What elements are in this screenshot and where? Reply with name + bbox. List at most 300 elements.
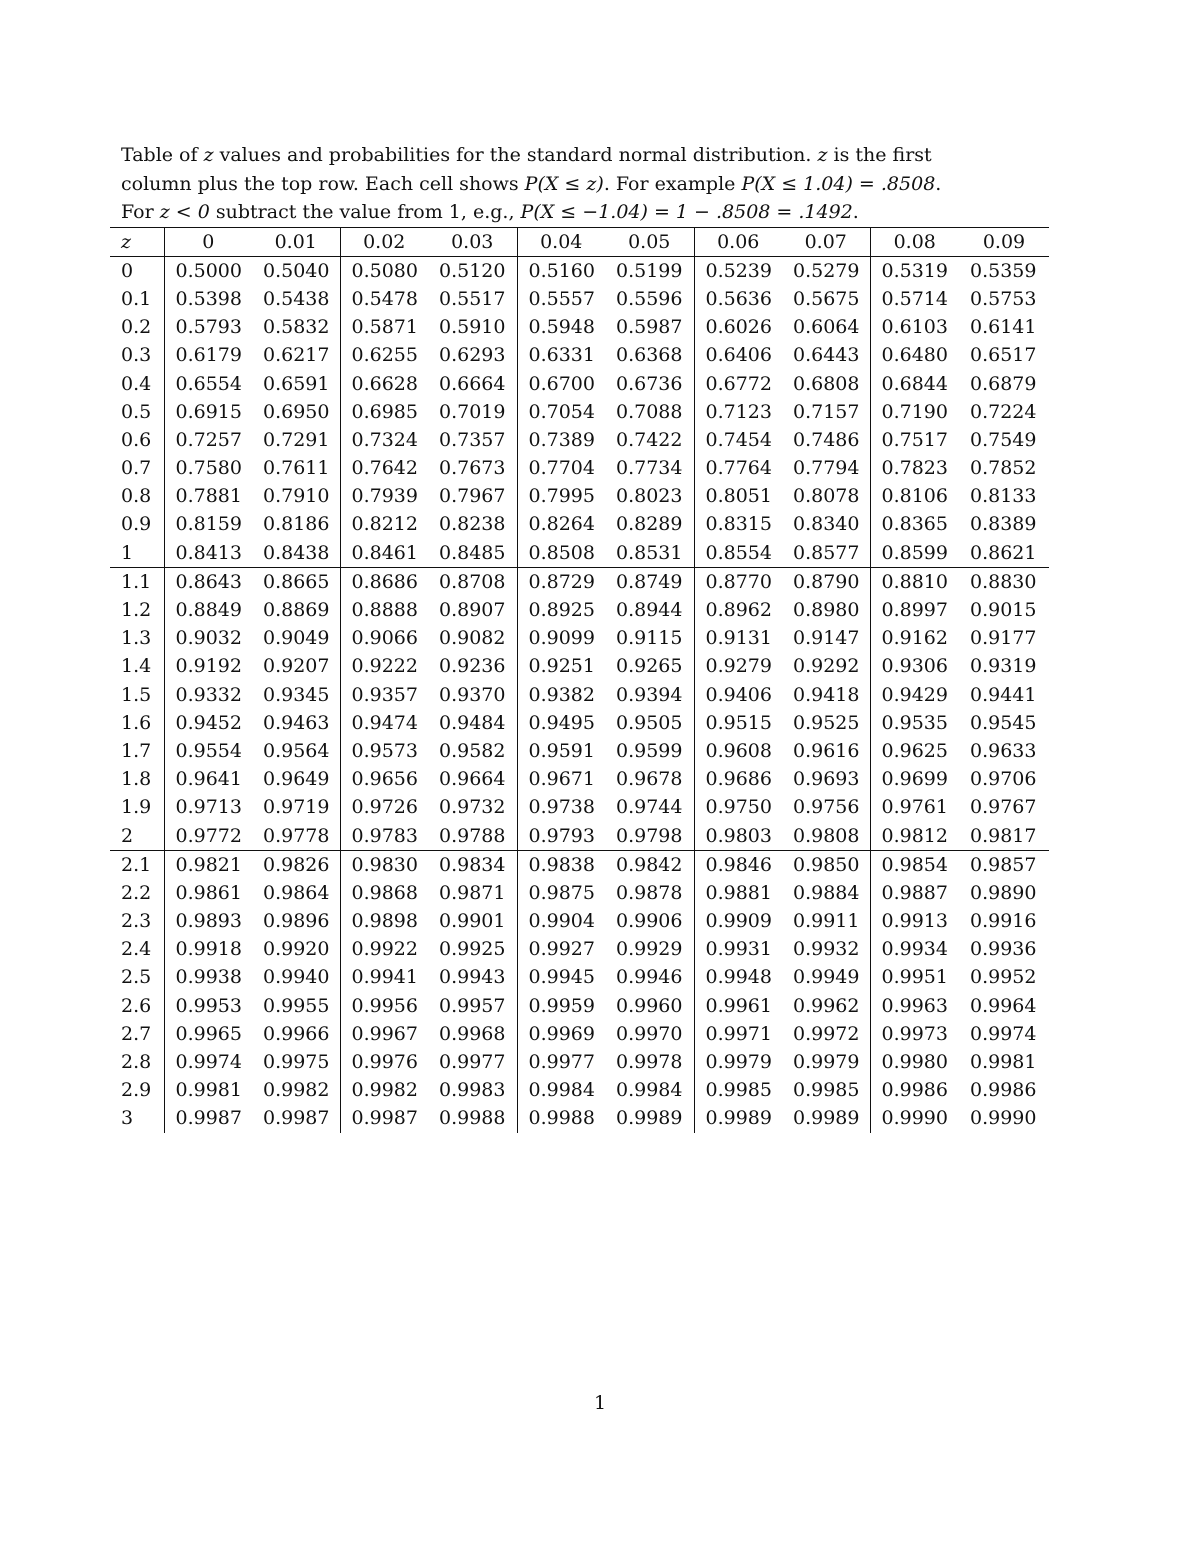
caption-row — [110, 141, 1049, 227]
probability-cell: 0.7486 — [782, 426, 870, 454]
probability-cell: 0.8508 — [528, 541, 595, 564]
probability-cell: 0.9916 — [970, 910, 1037, 933]
probability-cell: 0.9975 — [252, 1048, 340, 1076]
probability-cell: 0.9987 — [252, 1104, 340, 1132]
probability-cell: 0.9177 — [970, 627, 1037, 650]
header-row — [110, 227, 1049, 256]
z-value: 0.4 — [110, 369, 164, 397]
table-row — [110, 963, 1049, 991]
probability-cell: 0.9616 — [782, 737, 870, 765]
probability-cell: 0.9015 — [970, 599, 1037, 622]
probability-cell: 0.7389 — [528, 428, 595, 451]
table-row — [110, 821, 1049, 850]
table-row — [110, 510, 1049, 538]
probability-cell: 0.5871 — [351, 316, 418, 339]
table-caption: Table of z values and probabilities for the standard normal distribution. z is the first column plus the top row. Each cell shows P(X ≤ z). For example P(X ≤ 1.04) = .8508. For z < 0 subtract the value from 1, e.g., P(X ≤ −1.04) = 1 − .8508 = .1492. — [110, 141, 1049, 227]
z-value: 2.5 — [110, 963, 164, 991]
probability-cell: 0.9495 — [528, 711, 595, 734]
probability-cell: 0.9357 — [351, 683, 418, 706]
probability-cell: 0.6950 — [252, 398, 340, 426]
probability-cell: 0.9641 — [175, 768, 242, 791]
probability-cell: 0.9884 — [782, 879, 870, 907]
probability-cell: 0.9922 — [351, 938, 418, 961]
probability-cell: 0.9279 — [705, 655, 772, 678]
probability-cell: 0.9345 — [252, 681, 340, 709]
table-row — [110, 992, 1049, 1020]
header-cell: 0.06 — [694, 227, 782, 256]
probability-cell: 0.8599 — [881, 541, 948, 564]
probability-cell: 0.9949 — [782, 963, 870, 991]
probability-cell: 0.9952 — [970, 966, 1037, 989]
probability-cell: 0.5319 — [881, 259, 948, 282]
probability-cell: 0.7517 — [881, 428, 948, 451]
probability-cell: 0.9881 — [705, 881, 772, 904]
table-row — [110, 793, 1049, 821]
probability-cell: 0.9573 — [351, 739, 418, 762]
probability-cell: 0.9967 — [351, 1022, 418, 1045]
z-value: 1.7 — [110, 737, 164, 765]
probability-cell: 0.8078 — [782, 482, 870, 510]
probability-cell: 0.9969 — [528, 1022, 595, 1045]
probability-cell: 0.9965 — [175, 1022, 242, 1045]
probability-cell: 0.9808 — [782, 821, 870, 850]
probability-cell: 0.9678 — [605, 765, 694, 793]
probability-cell: 0.9920 — [252, 935, 340, 963]
probability-cell: 0.9977 — [428, 1048, 517, 1076]
probability-cell: 0.9988 — [428, 1104, 517, 1132]
page-number: 1 — [593, 1392, 607, 1414]
probability-cell: 0.9474 — [351, 711, 418, 734]
probability-cell: 0.5199 — [605, 256, 694, 285]
header-cell: 0.03 — [428, 227, 517, 256]
table-row — [110, 313, 1049, 341]
probability-cell: 0.9985 — [782, 1076, 870, 1104]
probability-cell: 0.9826 — [252, 850, 340, 879]
probability-cell: 0.9564 — [252, 737, 340, 765]
probability-cell: 0.5753 — [970, 287, 1037, 310]
table-row — [110, 737, 1049, 765]
probability-cell: 0.5040 — [252, 256, 340, 285]
probability-cell: 0.9989 — [705, 1107, 772, 1130]
probability-cell: 0.7967 — [428, 482, 517, 510]
probability-cell: 0.9793 — [528, 824, 595, 847]
probability-cell: 0.8962 — [705, 599, 772, 622]
probability-cell: 0.9292 — [782, 652, 870, 680]
probability-cell: 0.9726 — [351, 796, 418, 819]
probability-cell: 0.8531 — [605, 539, 694, 568]
probability-cell: 0.9861 — [175, 881, 242, 904]
probability-cell: 0.9463 — [252, 709, 340, 737]
probability-cell: 0.7224 — [970, 400, 1037, 423]
probability-cell: 0.9936 — [970, 938, 1037, 961]
probability-cell: 0.5080 — [351, 259, 418, 282]
probability-cell: 0.9783 — [351, 824, 418, 847]
probability-cell: 0.6103 — [881, 316, 948, 339]
probability-cell: 0.5987 — [605, 313, 694, 341]
probability-cell: 0.9664 — [428, 765, 517, 793]
probability-cell: 0.9911 — [782, 907, 870, 935]
probability-cell: 0.8289 — [605, 510, 694, 538]
probability-cell: 0.9986 — [970, 1079, 1037, 1102]
probability-cell: 0.9938 — [175, 966, 242, 989]
probability-cell: 0.9988 — [528, 1107, 595, 1130]
probability-cell: 0.9850 — [782, 850, 870, 879]
probability-cell: 0.6293 — [428, 341, 517, 369]
probability-cell: 0.9554 — [175, 739, 242, 762]
probability-cell: 0.9332 — [175, 683, 242, 706]
probability-cell: 0.9925 — [428, 935, 517, 963]
probability-cell: 0.7454 — [705, 428, 772, 451]
probability-cell: 0.8315 — [705, 513, 772, 536]
probability-cell: 0.9932 — [782, 935, 870, 963]
probability-cell: 0.6664 — [428, 369, 517, 397]
probability-cell: 0.9625 — [881, 739, 948, 762]
probability-cell: 0.9955 — [252, 992, 340, 1020]
probability-cell: 0.9699 — [881, 768, 948, 791]
probability-cell: 0.8665 — [252, 567, 340, 596]
z-value: 1.4 — [110, 652, 164, 680]
probability-cell: 0.6517 — [970, 344, 1037, 367]
z-value: 0.1 — [110, 285, 164, 313]
probability-cell: 0.7823 — [881, 457, 948, 480]
probability-cell: 0.9875 — [528, 881, 595, 904]
probability-cell: 0.8485 — [428, 539, 517, 568]
probability-cell: 0.9713 — [175, 796, 242, 819]
probability-cell: 0.6879 — [970, 372, 1037, 395]
probability-cell: 0.6915 — [175, 400, 242, 423]
probability-cell: 0.9265 — [605, 652, 694, 680]
probability-cell: 0.7611 — [252, 454, 340, 482]
header-cell: 0.08 — [870, 227, 959, 256]
probability-cell: 0.7123 — [705, 400, 772, 423]
table-row — [110, 398, 1049, 426]
probability-cell: 0.8621 — [970, 541, 1037, 564]
probability-cell: 0.9082 — [428, 624, 517, 652]
probability-cell: 0.9370 — [428, 681, 517, 709]
table-row — [110, 879, 1049, 907]
probability-cell: 0.9893 — [175, 910, 242, 933]
table-row — [110, 341, 1049, 369]
probability-cell: 0.6255 — [351, 344, 418, 367]
probability-cell: 0.9812 — [881, 824, 948, 847]
table-row — [110, 1048, 1049, 1076]
probability-cell: 0.9147 — [782, 624, 870, 652]
probability-cell: 0.9803 — [705, 824, 772, 847]
probability-cell: 0.5478 — [351, 287, 418, 310]
header-cell: 0.05 — [605, 227, 694, 256]
probability-cell: 0.9972 — [782, 1020, 870, 1048]
probability-cell: 0.8830 — [959, 567, 1049, 596]
z-value: 0.5 — [110, 398, 164, 426]
probability-cell: 0.8438 — [252, 539, 340, 568]
probability-cell: 0.9989 — [605, 1104, 694, 1132]
probability-cell: 0.6026 — [705, 316, 772, 339]
probability-cell: 0.6331 — [528, 344, 595, 367]
probability-cell: 0.5160 — [528, 259, 595, 282]
probability-cell: 0.7939 — [351, 485, 418, 508]
z-value: 2.1 — [110, 850, 164, 879]
probability-cell: 0.7704 — [528, 457, 595, 480]
z-value: 2 — [110, 821, 164, 850]
probability-cell: 0.9854 — [870, 850, 959, 879]
probability-cell: 0.8106 — [881, 485, 948, 508]
probability-cell: 0.9633 — [970, 739, 1037, 762]
probability-cell: 0.7019 — [428, 398, 517, 426]
probability-cell: 0.9535 — [881, 711, 948, 734]
probability-cell: 0.9982 — [351, 1079, 418, 1102]
table-row — [110, 652, 1049, 680]
z-value: 1.3 — [110, 624, 164, 652]
probability-cell: 0.5359 — [970, 259, 1037, 282]
z-value: 1.8 — [110, 765, 164, 793]
probability-cell: 0.9207 — [252, 652, 340, 680]
probability-cell: 0.8790 — [782, 567, 870, 596]
probability-cell: 0.9842 — [605, 850, 694, 879]
probability-cell: 0.9990 — [970, 1107, 1037, 1130]
probability-cell: 0.6554 — [175, 372, 242, 395]
probability-cell: 0.6406 — [705, 344, 772, 367]
probability-cell: 0.5596 — [605, 285, 694, 313]
probability-cell: 0.5557 — [528, 287, 595, 310]
probability-cell: 0.6217 — [252, 341, 340, 369]
probability-cell: 0.7881 — [175, 485, 242, 508]
probability-cell: 0.9906 — [605, 907, 694, 935]
probability-cell: 0.9979 — [705, 1051, 772, 1074]
probability-cell: 0.9049 — [252, 624, 340, 652]
table-row — [110, 935, 1049, 963]
probability-cell: 0.9788 — [428, 821, 517, 850]
z-value: 0 — [110, 256, 164, 285]
probability-cell: 0.9904 — [528, 910, 595, 933]
probability-cell: 0.9868 — [351, 881, 418, 904]
probability-cell: 0.5279 — [782, 256, 870, 285]
probability-cell: 0.9871 — [428, 879, 517, 907]
probability-cell: 0.9987 — [351, 1107, 418, 1130]
probability-cell: 0.9545 — [970, 711, 1037, 734]
probability-cell: 0.9966 — [252, 1020, 340, 1048]
probability-cell: 0.8997 — [881, 599, 948, 622]
probability-cell: 0.9901 — [428, 907, 517, 935]
probability-cell: 0.5910 — [428, 313, 517, 341]
probability-cell: 0.9941 — [351, 966, 418, 989]
table-row — [110, 369, 1049, 397]
probability-cell: 0.9943 — [428, 963, 517, 991]
probability-cell: 0.9778 — [252, 821, 340, 850]
table-row — [110, 482, 1049, 510]
probability-cell: 0.9878 — [605, 879, 694, 907]
probability-cell: 0.6736 — [605, 369, 694, 397]
z-value: 0.3 — [110, 341, 164, 369]
probability-cell: 0.9896 — [252, 907, 340, 935]
probability-cell: 0.9222 — [351, 655, 418, 678]
probability-cell: 0.9671 — [528, 768, 595, 791]
z-value: 0.8 — [110, 482, 164, 510]
probability-cell: 0.9756 — [782, 793, 870, 821]
probability-cell: 0.8023 — [605, 482, 694, 510]
probability-cell: 0.9846 — [694, 850, 782, 879]
z-value: 2.9 — [110, 1076, 164, 1104]
probability-cell: 0.9956 — [351, 994, 418, 1017]
probability-cell: 0.7291 — [252, 426, 340, 454]
probability-cell: 0.9986 — [881, 1079, 948, 1102]
probability-cell: 0.9940 — [252, 963, 340, 991]
probability-cell: 0.9946 — [605, 963, 694, 991]
probability-cell: 0.9977 — [528, 1051, 595, 1074]
probability-cell: 0.9985 — [705, 1079, 772, 1102]
table-row — [110, 567, 1049, 596]
probability-cell: 0.8554 — [705, 541, 772, 564]
probability-cell: 0.7088 — [605, 398, 694, 426]
probability-cell: 0.9319 — [970, 655, 1037, 678]
probability-cell: 0.6064 — [782, 313, 870, 341]
probability-cell: 0.5398 — [175, 287, 242, 310]
probability-cell: 0.7190 — [881, 400, 948, 423]
probability-cell: 0.9974 — [970, 1022, 1037, 1045]
header-cell: 0.09 — [959, 227, 1049, 256]
probability-cell: 0.9989 — [782, 1104, 870, 1132]
probability-cell: 0.9032 — [175, 627, 242, 650]
probability-cell: 0.9983 — [428, 1076, 517, 1104]
z-value: 2.8 — [110, 1048, 164, 1076]
probability-cell: 0.8888 — [351, 599, 418, 622]
z-value: 0.6 — [110, 426, 164, 454]
probability-cell: 0.9394 — [605, 681, 694, 709]
probability-cell: 0.5714 — [881, 287, 948, 310]
probability-cell: 0.6772 — [705, 372, 772, 395]
probability-cell: 0.5517 — [428, 285, 517, 313]
probability-cell: 0.9934 — [881, 938, 948, 961]
probability-cell: 0.9830 — [340, 850, 428, 879]
probability-cell: 0.9738 — [528, 796, 595, 819]
z-value: 2.7 — [110, 1020, 164, 1048]
header-cell: 0 — [164, 227, 252, 256]
probability-cell: 0.9959 — [528, 994, 595, 1017]
probability-cell: 0.9706 — [970, 768, 1037, 791]
probability-cell: 0.9744 — [605, 793, 694, 821]
probability-cell: 0.6808 — [782, 369, 870, 397]
probability-cell: 0.6985 — [351, 400, 418, 423]
probability-cell: 0.9251 — [528, 655, 595, 678]
probability-cell: 0.9981 — [175, 1079, 242, 1102]
probability-cell: 0.9418 — [782, 681, 870, 709]
probability-cell: 0.8849 — [175, 599, 242, 622]
probability-cell: 0.8749 — [605, 567, 694, 596]
table-row — [110, 539, 1049, 568]
probability-cell: 0.9066 — [351, 627, 418, 650]
probability-cell: 0.9406 — [705, 683, 772, 706]
probability-cell: 0.9608 — [705, 739, 772, 762]
probability-cell: 0.9890 — [970, 881, 1037, 904]
probability-cell: 0.7054 — [528, 400, 595, 423]
probability-cell: 0.9693 — [782, 765, 870, 793]
probability-cell: 0.9979 — [782, 1048, 870, 1076]
probability-cell: 0.6591 — [252, 369, 340, 397]
probability-cell: 0.9772 — [175, 824, 242, 847]
probability-cell: 0.9649 — [252, 765, 340, 793]
probability-cell: 0.7157 — [782, 398, 870, 426]
probability-cell: 0.9798 — [605, 821, 694, 850]
probability-cell: 0.8186 — [252, 510, 340, 538]
header-cell: 0.02 — [340, 227, 428, 256]
probability-cell: 0.9982 — [252, 1076, 340, 1104]
probability-cell: 0.8643 — [164, 567, 252, 596]
probability-cell: 0.5120 — [428, 256, 517, 285]
probability-cell: 0.8264 — [528, 513, 595, 536]
probability-cell: 0.9732 — [428, 793, 517, 821]
probability-cell: 0.9948 — [705, 966, 772, 989]
probability-cell: 0.7580 — [175, 457, 242, 480]
probability-cell: 0.9957 — [428, 992, 517, 1020]
probability-cell: 0.9719 — [252, 793, 340, 821]
z-value: 1.2 — [110, 596, 164, 624]
probability-cell: 0.9962 — [782, 992, 870, 1020]
table-row — [110, 765, 1049, 793]
probability-cell: 0.5948 — [528, 316, 595, 339]
probability-cell: 0.9981 — [970, 1051, 1037, 1074]
probability-cell: 0.9978 — [605, 1048, 694, 1076]
probability-cell: 0.6628 — [351, 372, 418, 395]
probability-cell: 0.9961 — [705, 994, 772, 1017]
probability-cell: 0.8051 — [705, 485, 772, 508]
probability-cell: 0.8980 — [782, 596, 870, 624]
probability-cell: 0.9834 — [428, 850, 517, 879]
probability-cell: 0.9913 — [881, 910, 948, 933]
probability-cell: 0.8944 — [605, 596, 694, 624]
probability-cell: 0.9582 — [428, 737, 517, 765]
probability-cell: 0.5675 — [782, 285, 870, 313]
header-z: z — [110, 227, 164, 256]
probability-cell: 0.9898 — [351, 910, 418, 933]
header-cell: 0.04 — [517, 227, 605, 256]
probability-cell: 0.9484 — [428, 709, 517, 737]
z-value: 3 — [110, 1104, 164, 1132]
probability-cell: 0.8133 — [970, 485, 1037, 508]
probability-cell: 0.9838 — [517, 850, 605, 879]
table-row — [110, 681, 1049, 709]
probability-cell: 0.7734 — [605, 454, 694, 482]
probability-cell: 0.8413 — [175, 541, 242, 564]
probability-cell: 0.9306 — [881, 655, 948, 678]
probability-cell: 0.9931 — [705, 938, 772, 961]
probability-cell: 0.5832 — [252, 313, 340, 341]
probability-cell: 0.9968 — [428, 1020, 517, 1048]
probability-cell: 0.8770 — [694, 567, 782, 596]
table-row — [110, 709, 1049, 737]
probability-cell: 0.9686 — [705, 768, 772, 791]
z-value: 0.7 — [110, 454, 164, 482]
probability-cell: 0.8159 — [175, 513, 242, 536]
probability-cell: 0.9429 — [881, 683, 948, 706]
probability-cell: 0.7257 — [175, 428, 242, 451]
probability-cell: 0.9515 — [705, 711, 772, 734]
probability-cell: 0.7549 — [970, 428, 1037, 451]
probability-cell: 0.5793 — [175, 316, 242, 339]
probability-cell: 0.5000 — [175, 259, 242, 282]
z-value: 0.9 — [110, 510, 164, 538]
probability-cell: 0.7794 — [782, 454, 870, 482]
probability-cell: 0.9761 — [881, 796, 948, 819]
probability-cell: 0.9980 — [881, 1051, 948, 1074]
probability-cell: 0.9929 — [605, 935, 694, 963]
probability-cell: 0.7357 — [428, 426, 517, 454]
probability-cell: 0.7673 — [428, 454, 517, 482]
probability-cell: 0.8461 — [351, 541, 418, 564]
probability-cell: 0.8212 — [351, 513, 418, 536]
probability-cell: 0.9990 — [881, 1107, 948, 1130]
probability-cell: 0.6844 — [881, 372, 948, 395]
probability-cell: 0.9192 — [175, 655, 242, 678]
probability-cell: 0.9821 — [164, 850, 252, 879]
